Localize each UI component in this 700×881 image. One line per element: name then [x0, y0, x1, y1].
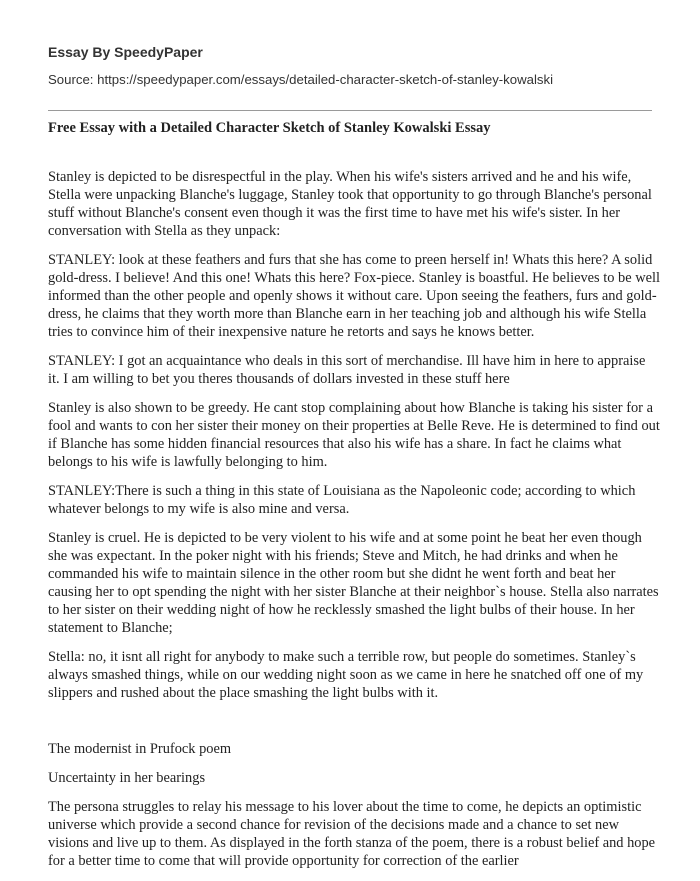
paragraph: STANLEY: I got an acquaintance who deals in this sort of merchandise. Ill have him in here to appraise it. I am willing to bet you theres thousands of dollars invested in these stuff here: [48, 353, 646, 387]
section-subheading: Uncertainty in her bearings: [48, 770, 206, 786]
paragraph: Stella: no, it isnt all right for anybody to make such a terrible row, but people do sometimes. Stanley`s always smashed things, while on our wedding night soon as we came in here he snatched off one of my slippers and rushed about the place smashing the light bulbs with it.: [48, 649, 644, 701]
section-heading: The modernist in Prufock poem: [48, 741, 232, 757]
paragraph: Stanley is cruel. He is depicted to be very violent to his wife and at some point he beat her even though she was expectant. In the poker night with his friends; Steve and Mitch, he had drinks and when he commanded his wife to maintain silence in the other room but she didnt he went forth and beat her causing her to opt spending the night with her sister Blanche at their neighbor`s house. Stella also narrates to her sister on their wedding night of how he recklessly smashed the light bulbs of their house. In her statement to Blanche;: [48, 530, 659, 636]
essay-title: Free Essay with a Detailed Character Sketch of Stanley Kowalski Essay: [48, 120, 491, 136]
paragraph: Stanley is also shown to be greedy. He cant stop complaining about how Blanche is taking his sister for a fool and wants to con her sister their money on their properties at Belle Reve. He is determined to find out if Blanche has some hidden financial resources that also his wife has a share. In fact he claims what belongs to his wife is lawfully belonging to him.: [48, 400, 660, 470]
paragraph: Stanley is depicted to be disrespectful in the play. When his wife's sisters arrived and he and his wife, Stella were unpacking Blanche's luggage, Stanley took that opportunity to go through Blanche's personal stuff without Blanche's consent even though it was the first time to have met his wife's sister. In her conversation with Stella as they unpack:: [48, 169, 652, 239]
essay-body: [48, 168, 660, 881]
paragraph: STANLEY: look at these feathers and furs that she has come to preen herself in! Whats this here? A solid gold-dress. I believe! And this one! Whats this here? Fox-piece. Stanley is boastful. He believes to be well informed than the other people and openly shows it without care. Upon seeing the feathers, furs and gold-dress, he claims that they worth more than Blanche earn in her teaching job and although his wife Stella tries to convince him of their inexpensive nature he retorts and says he knows better.: [48, 252, 660, 340]
paragraph: STANLEY:There is such a thing in this state of Louisiana as the Napoleonic code; according to which whatever belongs to my wife is also mine and versa.: [48, 483, 636, 517]
paragraph: The persona struggles to relay his message to his lover about the time to come, he depicts an optimistic universe which provide a second chance for revision of the decisions made and a chance to set new visions and live up to them. As displayed in the forth stanza of the poem, there is a robust belief and hope for a better time to come that will provide opportunity for correction of the earlier: [48, 799, 656, 869]
header-divider: [48, 110, 652, 111]
source-line: Source: https://speedypaper.com/essays/detailed-character-sketch-of-stanley-kowalski: [48, 72, 554, 87]
document-brand: Essay By SpeedyPaper: [48, 44, 203, 60]
